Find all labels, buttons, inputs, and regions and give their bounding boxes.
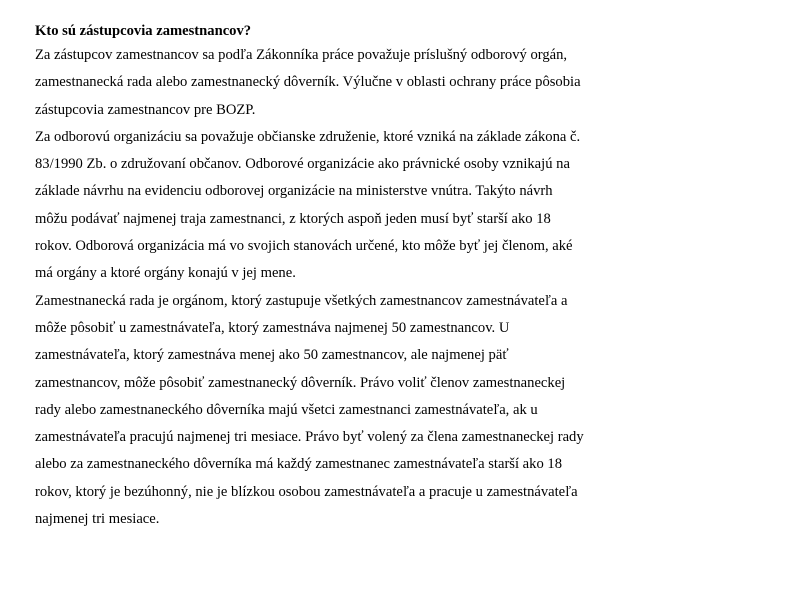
text-line: základe návrhu na evidenciu odborovej organizácie na ministerstve vnútra. Takýto návrh [35, 183, 553, 200]
text-line: rokov, ktorý je bezúhonný, nie je blízkou osobou zamestnávateľa a pracuje u zamestnávateľa [35, 483, 578, 500]
text-line: môžu podávať najmenej traja zamestnanci, z ktorých aspoň jeden musí byť starší ako 18 [35, 210, 551, 227]
text-line: Za zástupcov zamestnancov sa podľa Zákonníka práce považuje príslušný odborový orgán, [35, 47, 568, 63]
text-line: má orgány a ktoré orgány konajú v jej mene. [35, 265, 296, 282]
text-line: môže pôsobiť u zamestnávateľa, ktorý zamestnáva najmenej 50 zamestnancov. U [35, 319, 510, 336]
text-line: Za odborovú organizáciu sa považuje občianske združenie, ktoré vzniká na základe zákona č. [35, 128, 581, 145]
document-body [35, 42, 755, 533]
text-line: zástupcovia zamestnancov pre BOZP. [35, 101, 256, 118]
text-line: alebo za zamestnaneckého dôverníka má každý zamestnanec zamestnávateľa starší ako 18 [35, 456, 562, 473]
text-line: zamestnancov, môže pôsobiť zamestnanecký dôverník. Právo voliť členov zamestnaneckej [35, 374, 566, 391]
text-line: 83/1990 Zb. o združovaní občanov. Odborové organizácie ako právnické osoby vznikajú na [35, 156, 570, 173]
text-line: najmenej tri mesiace. [35, 511, 160, 528]
text-line: Zamestnanecká rada je orgánom, ktorý zastupuje všetkých zamestnancov zamestnávateľa a [35, 292, 568, 309]
text-line: zamestnanecká rada alebo zamestnanecký dôverník. Výlučne v oblasti ochrany práce pôsobia [35, 74, 581, 91]
text-line: rokov. Odborová organizácia má vo svojich stanovách určené, kto môže byť jej členom, aké [35, 238, 573, 255]
text-line: zamestnávateľa, ktorý zamestnáva menej ako 50 zamestnancov, ale najmenej päť [35, 347, 509, 364]
document-page [35, 20, 755, 533]
text-line: zamestnávateľa pracujú najmenej tri mesiace. Právo byť volený za člena zamestnaneckej rady [35, 429, 584, 446]
document-title: Kto sú zástupcovia zamestnancov? [35, 23, 252, 39]
text-line: rady alebo zamestnaneckého dôverníka majú všetci zamestnanci zamestnávateľa, ak u [35, 401, 538, 418]
